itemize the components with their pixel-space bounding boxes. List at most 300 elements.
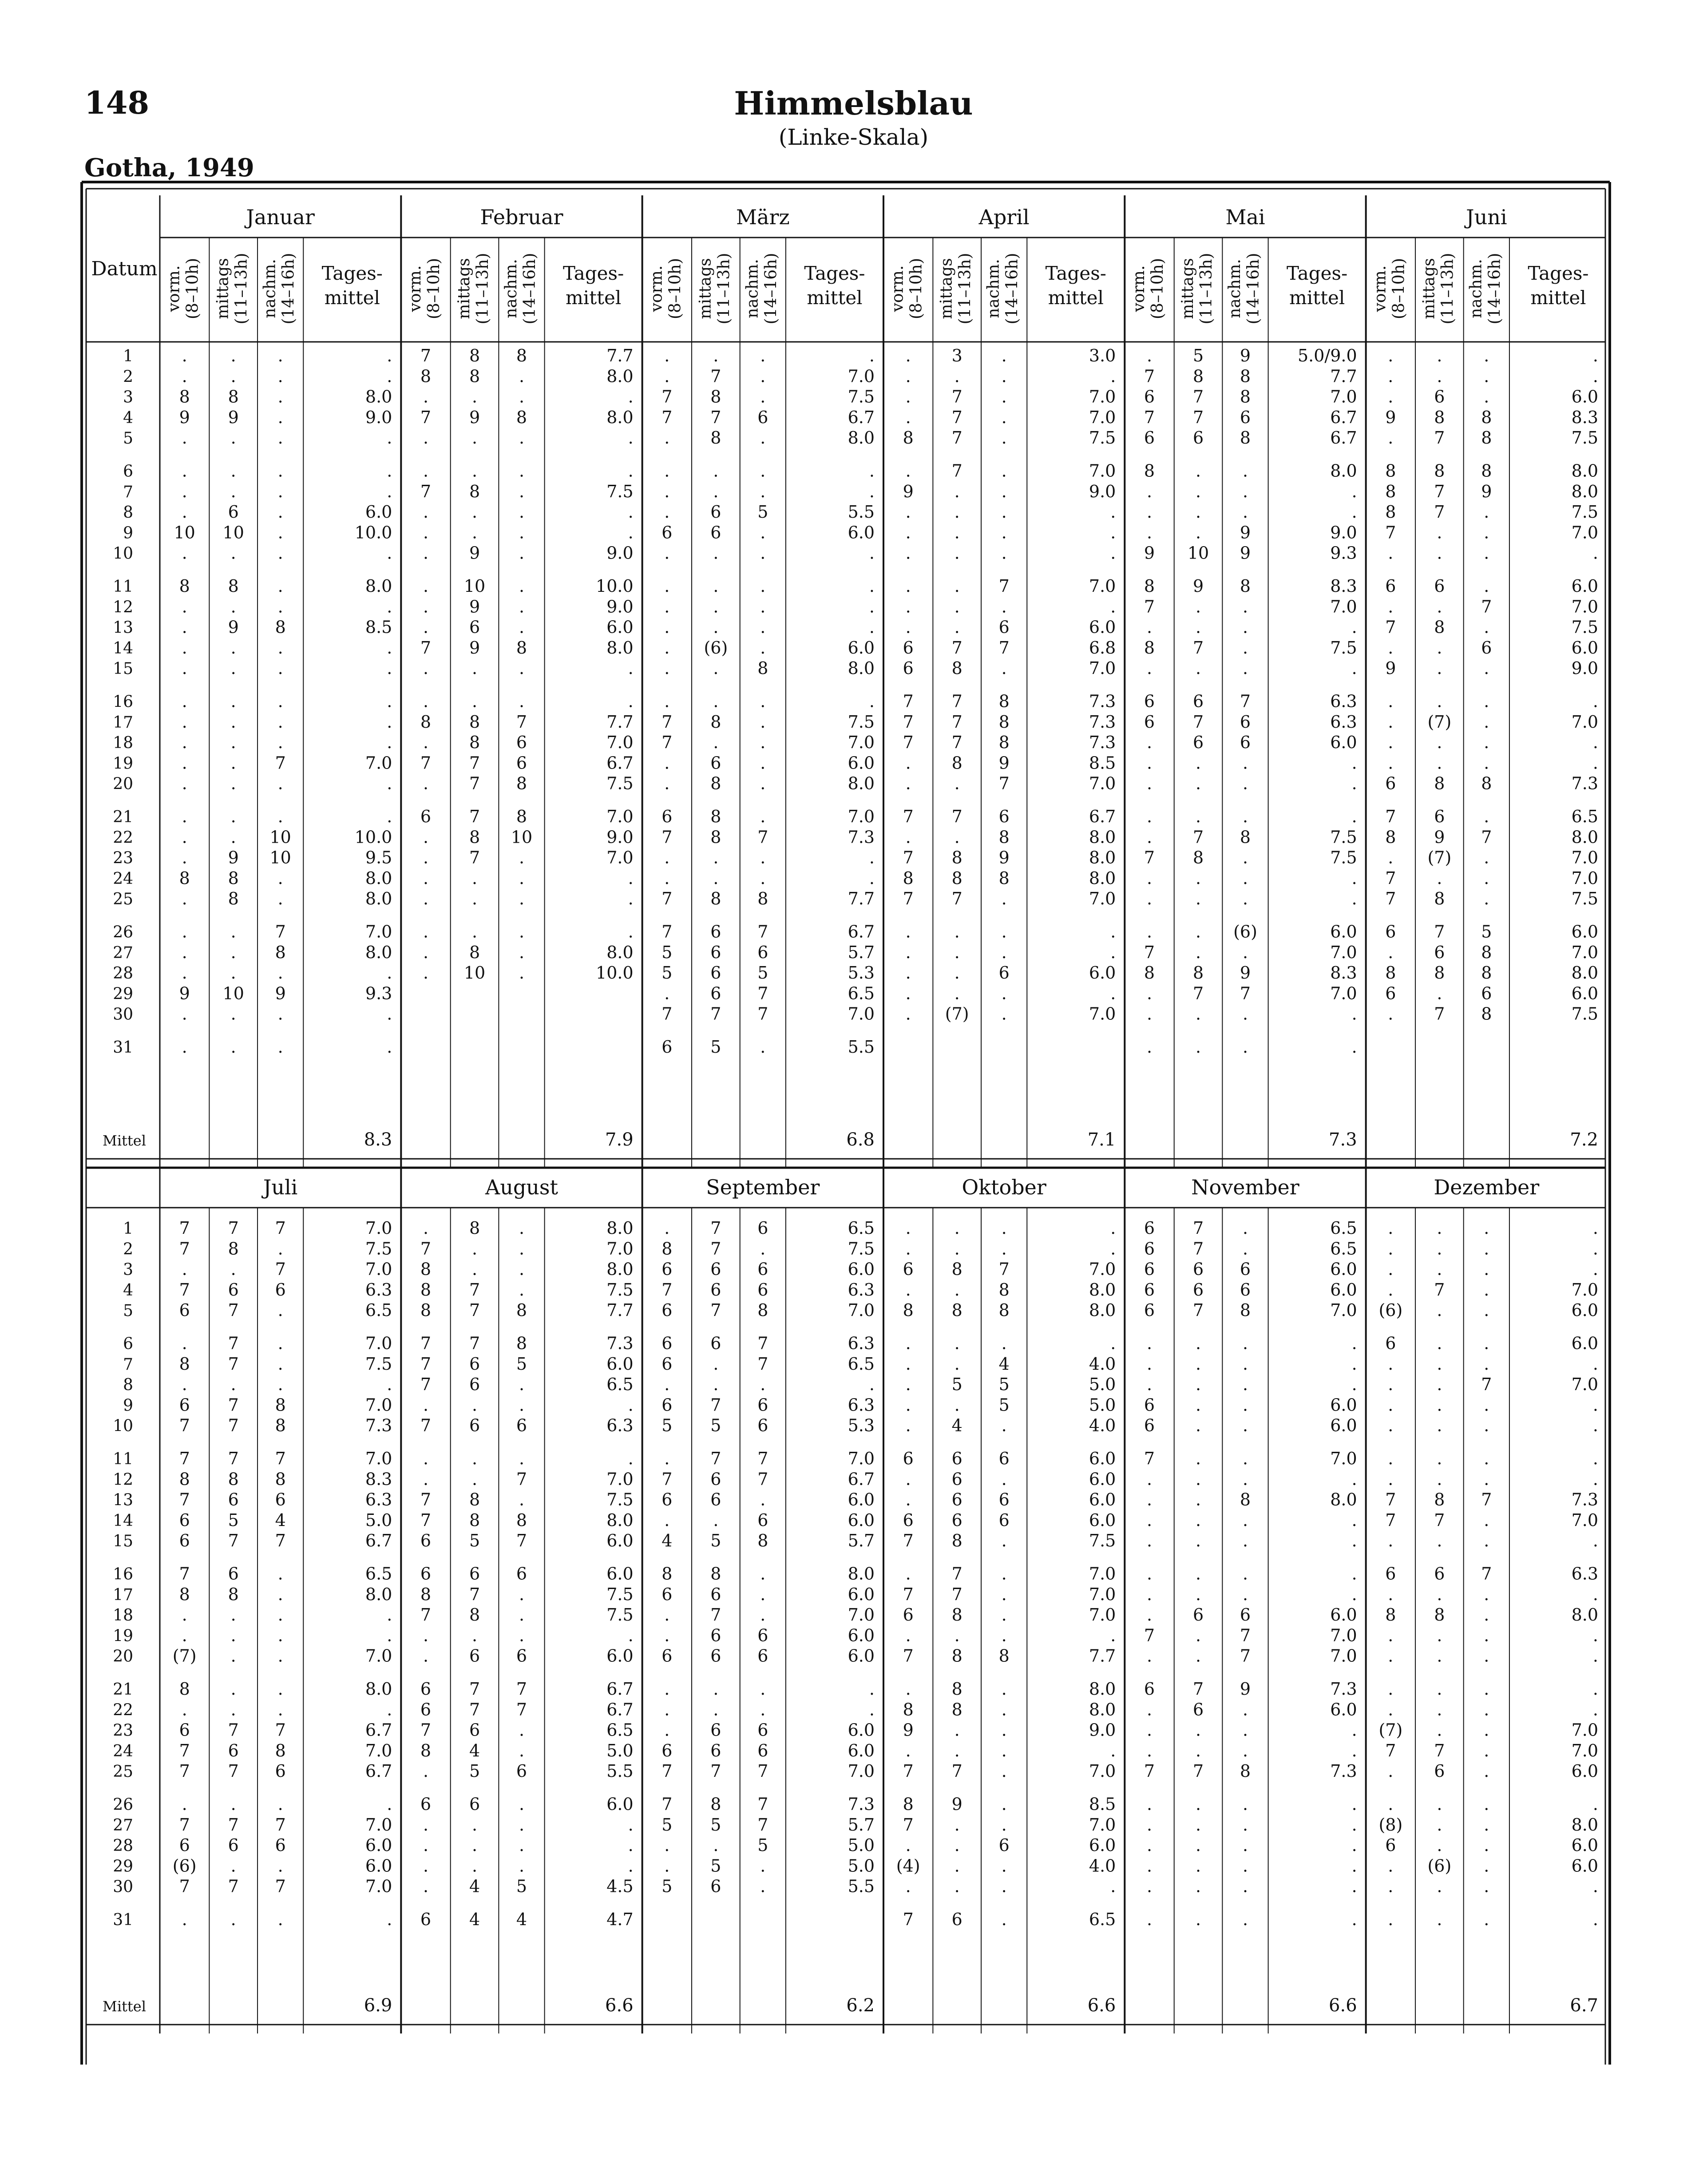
day-value: . [664,1625,670,1645]
day-value: . [1388,942,1394,962]
daily-mean: 6.0 [1330,1259,1357,1279]
daily-mean: . [1351,1354,1357,1374]
daily-mean: . [387,1700,392,1720]
day-value: 7 [1192,1300,1204,1320]
day-value: . [1484,753,1489,773]
day-value: . [519,1218,525,1238]
daily-mean: 7.0 [1571,523,1598,543]
day-value: . [1242,617,1248,637]
day-value: 6 [661,1584,673,1604]
day-value: 7 [1481,1490,1492,1510]
day-value: 8 [951,848,962,868]
monthly-mean: 7.1 [1087,1130,1116,1150]
day-value: 7 [275,1815,286,1835]
day-label: 19 [113,754,133,773]
day-value: . [182,481,187,501]
daily-mean: 6.0 [848,1720,875,1740]
day-value: 8 [275,942,286,962]
daily-mean: 7.0 [1089,1259,1116,1279]
day-value: 6 [998,963,1010,983]
day-value: . [1437,691,1442,711]
day-value: . [1001,1584,1007,1604]
daily-mean: . [1110,1740,1116,1760]
day-value: 7 [1481,1375,1492,1395]
day-value: 7 [1385,1510,1396,1530]
day-value: . [1484,502,1489,522]
day-value: . [519,576,525,596]
day-value: . [472,1259,478,1279]
day-value: . [277,1037,283,1057]
day-value: 7 [710,407,721,427]
daily-mean: . [1351,807,1357,826]
day-value: . [905,502,911,522]
day-label: 28 [113,1837,133,1855]
day-value: . [905,942,911,962]
day-value: . [954,1856,960,1876]
daily-mean: 7.0 [606,1239,634,1259]
day-value: . [905,1333,911,1353]
day-value: 7 [1385,617,1396,637]
day-value: . [664,868,670,888]
day-value: . [1001,1625,1007,1645]
day-value: 8 [903,1300,914,1320]
day-value: 7 [710,1218,721,1238]
day-value: . [423,502,429,522]
day-value: . [905,773,911,793]
day-label: 28 [113,964,133,983]
month-name-dezember: Dezember [1434,1175,1540,1199]
day-value: 7 [228,1720,239,1740]
daily-mean: 8.3 [1330,963,1357,983]
monthly-mean: 8.3 [364,1130,392,1150]
day-value: . [182,848,187,868]
day-value: . [1146,617,1153,637]
day-value: . [905,387,911,407]
day-value: . [1001,1239,1007,1259]
day-value: 5 [757,502,768,522]
day-value: . [1437,1646,1442,1666]
day-value: . [182,1794,187,1814]
day-value: 6 [951,1510,962,1530]
day-value: 7 [179,1564,190,1584]
day-value: . [519,1239,525,1259]
day-value: 8 [903,428,914,448]
day-value: 7 [951,461,962,481]
day-value: . [277,889,283,909]
day-label: 13 [113,618,133,637]
page-subtitle: (Linke-Skala) [778,124,929,150]
day-value: 6 [998,1490,1010,1510]
day-value: 8 [1481,963,1492,983]
day-value: 7 [903,1646,914,1666]
day-value: . [1196,658,1201,678]
day-value: . [1196,868,1201,888]
day-value: . [519,691,525,711]
day-value: 9 [903,1720,914,1740]
day-label: 6 [123,1335,133,1353]
day-value: . [277,1354,283,1374]
day-value: 5 [710,1531,721,1551]
day-value: 7 [1192,983,1204,1003]
day-value: 6 [661,1646,673,1666]
day-value: 8 [998,1280,1010,1300]
day-value: . [905,1835,911,1855]
subheader-text: (11–13h) [1438,253,1457,325]
daily-mean: 10.0 [596,576,634,596]
daily-mean: 8.0 [1089,1679,1116,1699]
day-value: . [472,691,478,711]
day-value: 8 [998,1646,1010,1666]
day-value: . [230,1037,236,1057]
day-value: . [1146,1910,1153,1929]
day-value: . [905,1280,911,1300]
day-value: 8 [1144,963,1155,983]
daily-mean: . [1351,1910,1357,1929]
day-value: 8 [469,346,480,365]
day-value: . [905,597,911,617]
daily-mean: . [869,1700,875,1720]
day-value: 8 [469,1218,480,1238]
day-value: . [230,1605,236,1625]
subheader-text: (14–16h) [1244,253,1263,325]
day-value: . [1001,502,1007,522]
day-value: 6 [420,1564,432,1584]
day-value: . [1388,1239,1394,1259]
day-value: 8 [516,807,527,826]
day-value: . [519,461,525,481]
day-value: 8 [951,1646,962,1666]
day-value: 8 [951,753,962,773]
day-label: 12 [113,598,133,617]
day-value: . [905,1218,911,1238]
day-value: 9 [1240,963,1251,983]
day-value: . [664,1449,670,1468]
daily-mean: 7.0 [1089,658,1116,678]
day-value: 8 [710,1564,721,1584]
day-value: 7 [469,1280,480,1300]
day-value: . [1196,1037,1201,1057]
month-name-september: September [706,1175,820,1199]
day-value: . [230,1856,236,1876]
day-value: 10 [174,523,195,543]
day-value: . [277,346,283,365]
day-value: . [1437,1794,1442,1814]
day-value: 8 [228,576,239,596]
day-value: 7 [661,407,673,427]
day-value: . [1001,523,1007,543]
subheader-tages: Tages- [321,262,383,284]
day-value: . [905,963,911,983]
day-value: . [230,597,236,617]
day-value: 5 [516,1354,527,1374]
daily-mean: . [1592,1679,1598,1699]
day-value: . [713,481,719,501]
day-value: . [1484,1761,1489,1781]
day-value: . [664,773,670,793]
day-value: 9 [1240,543,1251,563]
day-value: . [472,868,478,888]
day-value: 7 [661,922,673,942]
day-value: 7 [275,922,286,942]
day-value: 7 [420,1333,432,1353]
day-value: . [713,617,719,637]
daily-mean: 6.0 [1089,1510,1116,1530]
daily-mean: . [1351,658,1357,678]
daily-mean: . [1592,1239,1598,1259]
day-value: (6) [704,638,728,658]
day-value: . [1484,1531,1489,1551]
daily-mean: . [387,658,392,678]
daily-mean: 7.0 [1571,1375,1598,1395]
day-value: . [1437,1415,1442,1435]
subheader-text: (11–13h) [1197,253,1216,325]
day-value: . [423,1856,429,1876]
day-value: 8 [1481,461,1492,481]
day-value: 6 [1192,1700,1204,1720]
day-value: . [1484,617,1489,637]
day-value: . [1001,1004,1007,1024]
day-value: . [230,366,236,386]
day-value: 6 [710,1625,721,1645]
day-value: . [1242,1239,1248,1259]
day-value: . [182,1910,187,1929]
day-value: 7 [998,638,1010,658]
day-value: 4 [469,1740,480,1760]
day-value: . [182,827,187,847]
day-value: 7 [951,407,962,427]
day-value: 7 [228,1761,239,1781]
day-value: . [1146,1876,1153,1896]
daily-mean: . [1592,691,1598,711]
day-value: 7 [903,1815,914,1835]
day-value: . [1146,1646,1153,1666]
day-value: . [1437,638,1442,658]
daily-mean: 7.7 [606,1300,634,1320]
day-value: 6 [903,658,914,678]
day-value: 10 [511,827,533,847]
day-value: 8 [998,712,1010,732]
day-value: . [423,733,429,753]
day-value: . [954,942,960,962]
day-value: . [1001,1856,1007,1876]
day-value: 6 [757,1510,768,1530]
day-label: 18 [113,734,133,753]
daily-mean: 7.0 [1089,1564,1116,1584]
day-value: 8 [1434,889,1445,909]
day-value: 10 [463,963,486,983]
daily-mean: . [628,1625,634,1645]
daily-mean: 7.3 [848,827,875,847]
day-value: . [277,428,283,448]
daily-mean: . [628,428,634,448]
day-value: . [1437,543,1442,563]
daily-mean: . [387,597,392,617]
daily-mean: 7.0 [365,1395,392,1415]
day-value: . [230,773,236,793]
day-value: . [1484,543,1489,563]
daily-mean: . [387,1794,392,1814]
day-value: 6 [420,1700,432,1720]
day-value: 6 [228,1564,239,1584]
day-value: 6 [1385,1564,1396,1584]
day-value: 7 [661,387,673,407]
day-value: . [277,1584,283,1604]
day-value: 6 [1144,1259,1155,1279]
day-value: . [423,1625,429,1645]
day-value: . [1146,1037,1153,1057]
daily-mean: 5.3 [848,963,875,983]
day-value: 5 [469,1761,480,1781]
day-value: . [182,807,187,826]
day-value: 7 [1434,481,1445,501]
day-value: 6 [661,1333,673,1353]
day-value: 5 [661,1415,673,1435]
day-value: . [1388,428,1394,448]
day-value: 7 [757,1004,768,1024]
daily-mean: 7.0 [1330,387,1357,407]
day-value: . [1242,1531,1248,1551]
daily-mean: 7.7 [606,712,634,732]
daily-mean: 6.7 [365,1761,392,1781]
day-value: 8 [420,1740,432,1760]
day-value: . [1484,889,1489,909]
daily-mean: 5.5 [606,1761,634,1781]
day-value: . [713,346,719,365]
day-value: . [519,543,525,563]
day-value: . [277,1605,283,1625]
day-value: . [1388,387,1394,407]
daily-mean: 8.0 [1330,1490,1357,1510]
daily-mean: . [1592,1794,1598,1814]
day-value: (4) [896,1856,920,1876]
day-value: . [1437,366,1442,386]
day-value: . [1146,1510,1153,1530]
day-value: . [1242,1564,1248,1584]
day-value: 7 [420,1354,432,1374]
daily-mean: 6.0 [1571,1333,1598,1353]
day-value: 7 [757,983,768,1003]
day-value: 8 [179,1584,190,1604]
day-value: . [1242,1835,1248,1855]
daily-mean: 6.7 [1330,428,1357,448]
day-value: . [954,1815,960,1835]
day-value: 9 [1481,481,1492,501]
day-value: 7 [179,1449,190,1468]
daily-mean: 7.5 [365,1354,392,1374]
day-value: 7 [757,1449,768,1468]
day-value: 7 [1192,387,1204,407]
day-value: . [1196,1490,1201,1510]
daily-mean: 8.0 [365,942,392,962]
daily-mean: 7.0 [1089,1761,1116,1781]
day-value: 8 [903,868,914,888]
daily-mean: 4.0 [1089,1354,1116,1374]
day-value: . [1001,543,1007,563]
daily-mean: 7.0 [1571,1720,1598,1740]
day-value: . [182,366,187,386]
day-value: 4 [469,1910,480,1929]
daily-mean: . [869,481,875,501]
daily-mean: 9.0 [1330,523,1357,543]
daily-mean: 6.3 [1571,1564,1598,1584]
day-value: . [230,963,236,983]
day-label: 20 [113,775,133,793]
day-value: 8 [179,1469,190,1489]
day-value: 6 [1144,712,1155,732]
daily-mean: 5.0 [606,1740,634,1760]
day-value: . [713,691,719,711]
daily-mean: . [628,1395,634,1415]
day-value: 7 [951,387,962,407]
daily-mean: 7.0 [606,807,634,826]
daily-mean: 7.0 [365,1218,392,1238]
day-value: 6 [1240,1259,1251,1279]
day-value: . [1001,1679,1007,1699]
daily-mean: 5.3 [848,1415,875,1435]
day-value: 6 [1481,638,1492,658]
daily-mean: 7.0 [848,1761,875,1781]
day-value: 6 [228,1280,239,1300]
day-value: . [1388,1218,1394,1238]
day-value: . [519,1395,525,1415]
daily-mean: 7.7 [606,346,634,365]
day-value: 6 [1385,922,1396,942]
daily-mean: 3.0 [1089,346,1116,365]
day-value: . [713,658,719,678]
day-value: 7 [710,1761,721,1781]
daily-mean: . [1110,1625,1116,1645]
day-value: . [1196,1584,1201,1604]
day-value: 4 [275,1510,286,1530]
day-value: 9 [1240,346,1251,365]
day-value: . [905,1354,911,1374]
day-value: . [472,922,478,942]
day-value: 8 [710,773,721,793]
day-value: 6 [179,1531,190,1551]
day-value: . [1196,1876,1201,1896]
day-value: . [713,1354,719,1374]
daily-mean: 7.0 [848,366,875,386]
day-value: 6 [1144,1415,1155,1435]
day-value: 7 [710,366,721,386]
day-value: . [182,1259,187,1279]
day-value: 7 [951,691,962,711]
day-value: . [182,461,187,481]
daily-mean: . [628,889,634,909]
day-value: 8 [1481,1004,1492,1024]
day-value: . [423,1469,429,1489]
day-value: . [1001,1333,1007,1353]
day-value: . [1242,461,1248,481]
day-value: . [182,428,187,448]
daily-mean: . [387,712,392,732]
day-label: 3 [123,388,133,407]
day-value: . [1196,922,1201,942]
day-value: . [713,1375,719,1395]
day-value: . [1437,1469,1442,1489]
day-value: . [1146,1720,1153,1740]
day-value: . [954,983,960,1003]
daily-mean: 8.0 [1330,461,1357,481]
day-value: . [760,1239,766,1259]
daily-mean: . [1351,773,1357,793]
day-value: 6 [1240,1280,1251,1300]
subheader-mittel: mittel [324,287,380,309]
day-value: 8 [1434,461,1445,481]
day-value: . [277,1679,283,1699]
day-value: . [1196,1625,1201,1645]
daily-mean: 8.0 [1089,1300,1116,1320]
